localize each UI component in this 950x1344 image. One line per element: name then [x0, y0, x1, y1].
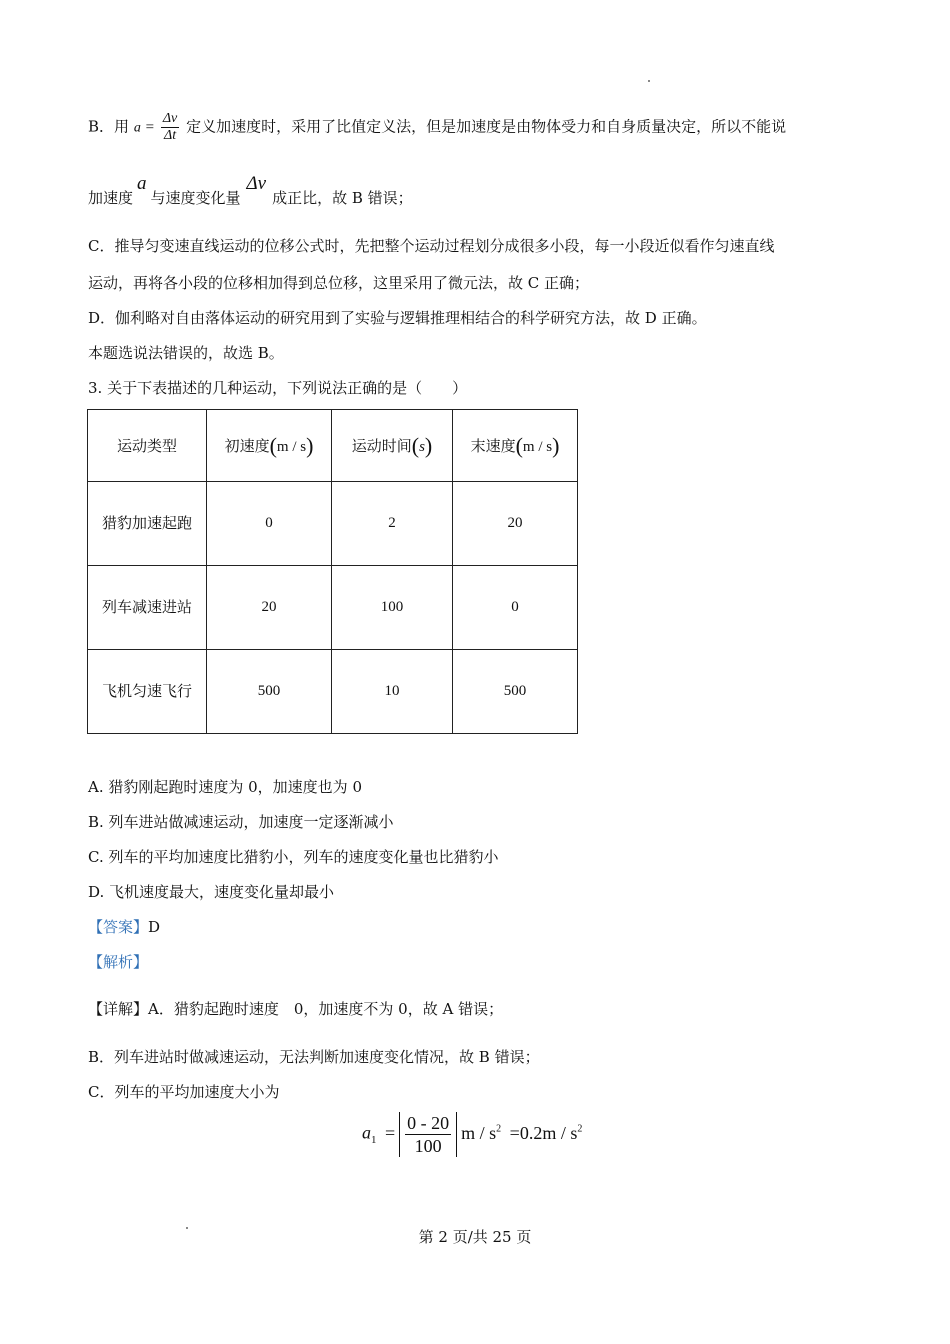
- header-initial-velocity: [207, 410, 332, 482]
- cell-type: 列车减速进站: [88, 566, 207, 650]
- option-b-line2: [88, 173, 413, 207]
- table-row: [88, 482, 578, 566]
- paren: ): [306, 432, 314, 458]
- answer-value: D: [148, 918, 161, 936]
- table-row: [88, 650, 578, 734]
- header-label: 运动时间: [351, 436, 412, 455]
- cell-v: 500: [453, 650, 578, 734]
- choice-a: A. 猎豹刚起跑时速度为 0，加速度也为 0: [88, 778, 362, 796]
- choice-c: C. 列车的平均加速度比猎豹小，列车的速度变化量也比猎豹小: [88, 848, 499, 866]
- fraction-numerator: Δv: [162, 111, 178, 126]
- detail-a-line: [88, 999, 503, 1019]
- text: B．用: [88, 117, 130, 136]
- cell-t: 100: [332, 566, 453, 650]
- fraction-numerator: 0 - 20: [407, 1113, 450, 1133]
- question-3: 3. 关于下表描述的几种运动，下列说法正确的是（ ）: [88, 379, 468, 397]
- fraction-denominator: Δt: [164, 128, 177, 143]
- text: 加速度: [88, 189, 134, 207]
- header-final-velocity: [453, 410, 578, 482]
- paren: ): [424, 432, 433, 458]
- header-motion-type: 运动类型: [88, 410, 207, 482]
- unit: m / s: [276, 438, 307, 455]
- option-c-line1: C．推导匀变速直线运动的位移公式时，先把整个运动过程划分成很多小段，每一小段近似看作匀速直线: [88, 237, 775, 255]
- choice-d: D. 飞机速度最大，速度变化量却最小: [88, 883, 335, 901]
- analysis-tag: 【解析】: [88, 953, 149, 971]
- cell-v0: 20: [207, 566, 332, 650]
- option-c-line2: 运动，再将各小段的位移相加得到总位移，这里采用了微元法，故 C 正确；: [88, 274, 590, 292]
- header-label: 初速度: [224, 436, 270, 455]
- detail-c-line: C．列车的平均加速度大小为: [88, 1083, 280, 1101]
- cell-type: 飞机匀速飞行: [88, 650, 207, 734]
- detail-b-line: B．列车进站时做减速运动，无法判断加速度变化情况，故 B 错误；: [88, 1048, 540, 1066]
- paren: (: [515, 432, 523, 458]
- equals: =: [145, 119, 155, 136]
- table-header-row: [88, 410, 578, 482]
- subscript: 1: [371, 1134, 377, 1147]
- absolute-value: [399, 1112, 457, 1157]
- fraction: [405, 1112, 451, 1157]
- option-b-line1: [88, 111, 786, 144]
- cell-v: 20: [453, 482, 578, 566]
- conclusion: 本题选说法错误的，故选 B。: [88, 344, 284, 362]
- var-a1: a: [362, 1122, 371, 1143]
- option-d-line: D．伽利略对自由落体运动的研究用到了实验与逻辑推理相结合的科学研究方法，故 D 正确。: [88, 309, 707, 327]
- equation-average-acceleration: [362, 1112, 582, 1157]
- fraction-denominator: 100: [414, 1136, 442, 1156]
- table-row: [88, 566, 578, 650]
- fraction-dv-dt: [161, 111, 179, 144]
- equals: =: [385, 1122, 396, 1143]
- header-time: [332, 410, 453, 482]
- paren: (: [411, 432, 420, 458]
- cell-type: 猎豹加速起跑: [88, 482, 207, 566]
- unit: s: [419, 438, 425, 455]
- text: 与速度变化量: [150, 189, 241, 207]
- result: =0.2m / s: [509, 1122, 578, 1143]
- cell-v: 0: [453, 566, 578, 650]
- text: 定义加速度时，采用了比值定义法，但是加速度是由物体受力和自身质量决定，所以不能说: [186, 117, 787, 136]
- superscript: 2: [577, 1123, 583, 1135]
- answer-tag: 【答案】: [88, 918, 149, 936]
- unit: m / s: [461, 1122, 497, 1143]
- paren: ): [552, 432, 560, 458]
- detail-a-text: A．猎豹起跑时速度 0，加速度不为 0，故 A 错误；: [148, 1000, 504, 1018]
- paren: (: [269, 432, 277, 458]
- motion-table: [87, 409, 578, 734]
- header-label: 末速度: [470, 436, 516, 455]
- text: 成正比，故 B 错误；: [272, 189, 413, 207]
- cell-v0: 500: [207, 650, 332, 734]
- scan-dot: [648, 80, 650, 82]
- superscript: 2: [496, 1123, 502, 1135]
- answer-line: [88, 917, 160, 937]
- var-a: a: [137, 173, 147, 194]
- var-delta-v: Δv: [246, 173, 267, 194]
- cell-t: 2: [332, 482, 453, 566]
- choice-b: B. 列车进站做减速运动，加速度一定逐渐减小: [88, 813, 394, 831]
- page-footer: 第 2 页/共 25 页: [418, 1228, 532, 1246]
- detail-tag: 【详解】: [88, 1000, 149, 1018]
- cell-t: 10: [332, 650, 453, 734]
- cell-v0: 0: [207, 482, 332, 566]
- var-a: a: [133, 120, 141, 136]
- unit: m / s: [522, 438, 553, 455]
